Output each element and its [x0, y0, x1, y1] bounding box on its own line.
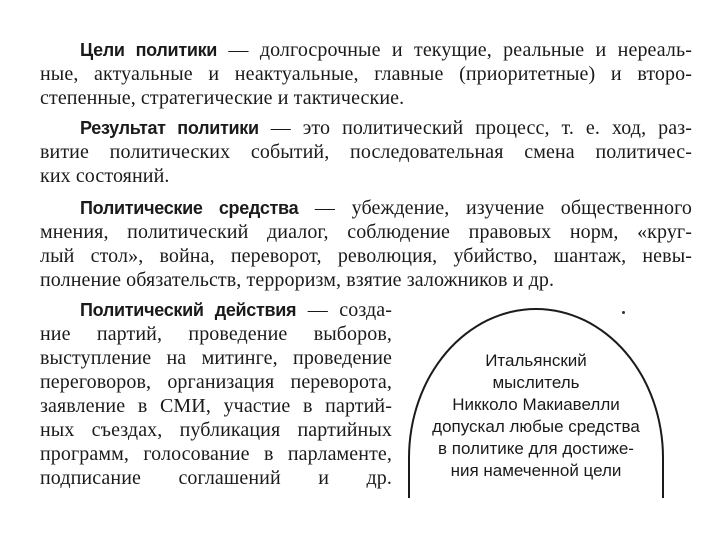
paragraph-result-line-2: витие политических событий, последовательная смена политичес- — [40, 141, 692, 163]
term-goals: Цели политики — [80, 40, 218, 60]
paragraph-actions-line-6: ных съездах, публикация партийных — [40, 419, 392, 441]
callout-line-6: ния намеченной цели — [450, 461, 622, 480]
stray-dot — [622, 311, 625, 314]
paragraph-means-line-1: Политические средства — убеждение, изучение общественного — [80, 197, 692, 219]
term-actions: Политический действия — [80, 300, 297, 320]
paragraph-goals-line-3: степенные, стратегические и тактические. — [40, 87, 405, 109]
callout-line-4: допускал любые средства — [432, 417, 640, 436]
paragraph-result-line-1: Результат политики — это политический процесс, т. е. ход, раз- — [80, 117, 692, 139]
paragraph-goals-line-1: Цели политики — долгосрочные и текущие, реальные и нереаль- — [80, 39, 692, 61]
callout-line-5: в политике для достиже- — [438, 439, 634, 458]
callout-text — [416, 350, 656, 482]
paragraph-actions-line-2: ние партий, проведение выборов, — [40, 323, 392, 345]
callout-line-1: Итальянский — [485, 351, 587, 370]
callout-line-3: Никколо Макиавелли — [452, 395, 620, 414]
paragraph-actions-line-8: подписание соглашений и др. — [40, 467, 392, 489]
paragraph-actions-line-4: переговоров, организация переворота, — [40, 371, 392, 393]
paragraph-actions-line-1: Политический действия — созда- — [80, 299, 393, 321]
paragraph-means-line-2: мнения, политический диалог, соблюдение правовых норм, «круг- — [40, 221, 692, 243]
paragraph-means-line-4: полнение обязательств, терроризм, взятие заложников и др. — [40, 269, 555, 291]
callout-line-2: мыслитель — [492, 373, 580, 392]
paragraph-means-line-3: лый стол», война, переворот, революция, убийство, шантаж, невы- — [40, 245, 692, 267]
paragraph-actions-line-3: выступление на митинге, проведение — [40, 347, 392, 369]
term-means: Политические средства — [80, 198, 299, 218]
paragraph-result-line-3: ких состояний. — [40, 165, 170, 187]
term-result: Результат политики — [80, 118, 259, 138]
paragraph-actions-line-7: программ, голосование в парламенте, — [40, 443, 392, 465]
paragraph-actions-line-5: заявление в СМИ, участие в партий- — [40, 395, 392, 417]
paragraph-goals-line-2: ные, актуальные и неактуальные, главные (приоритетные) и второ- — [40, 63, 692, 85]
